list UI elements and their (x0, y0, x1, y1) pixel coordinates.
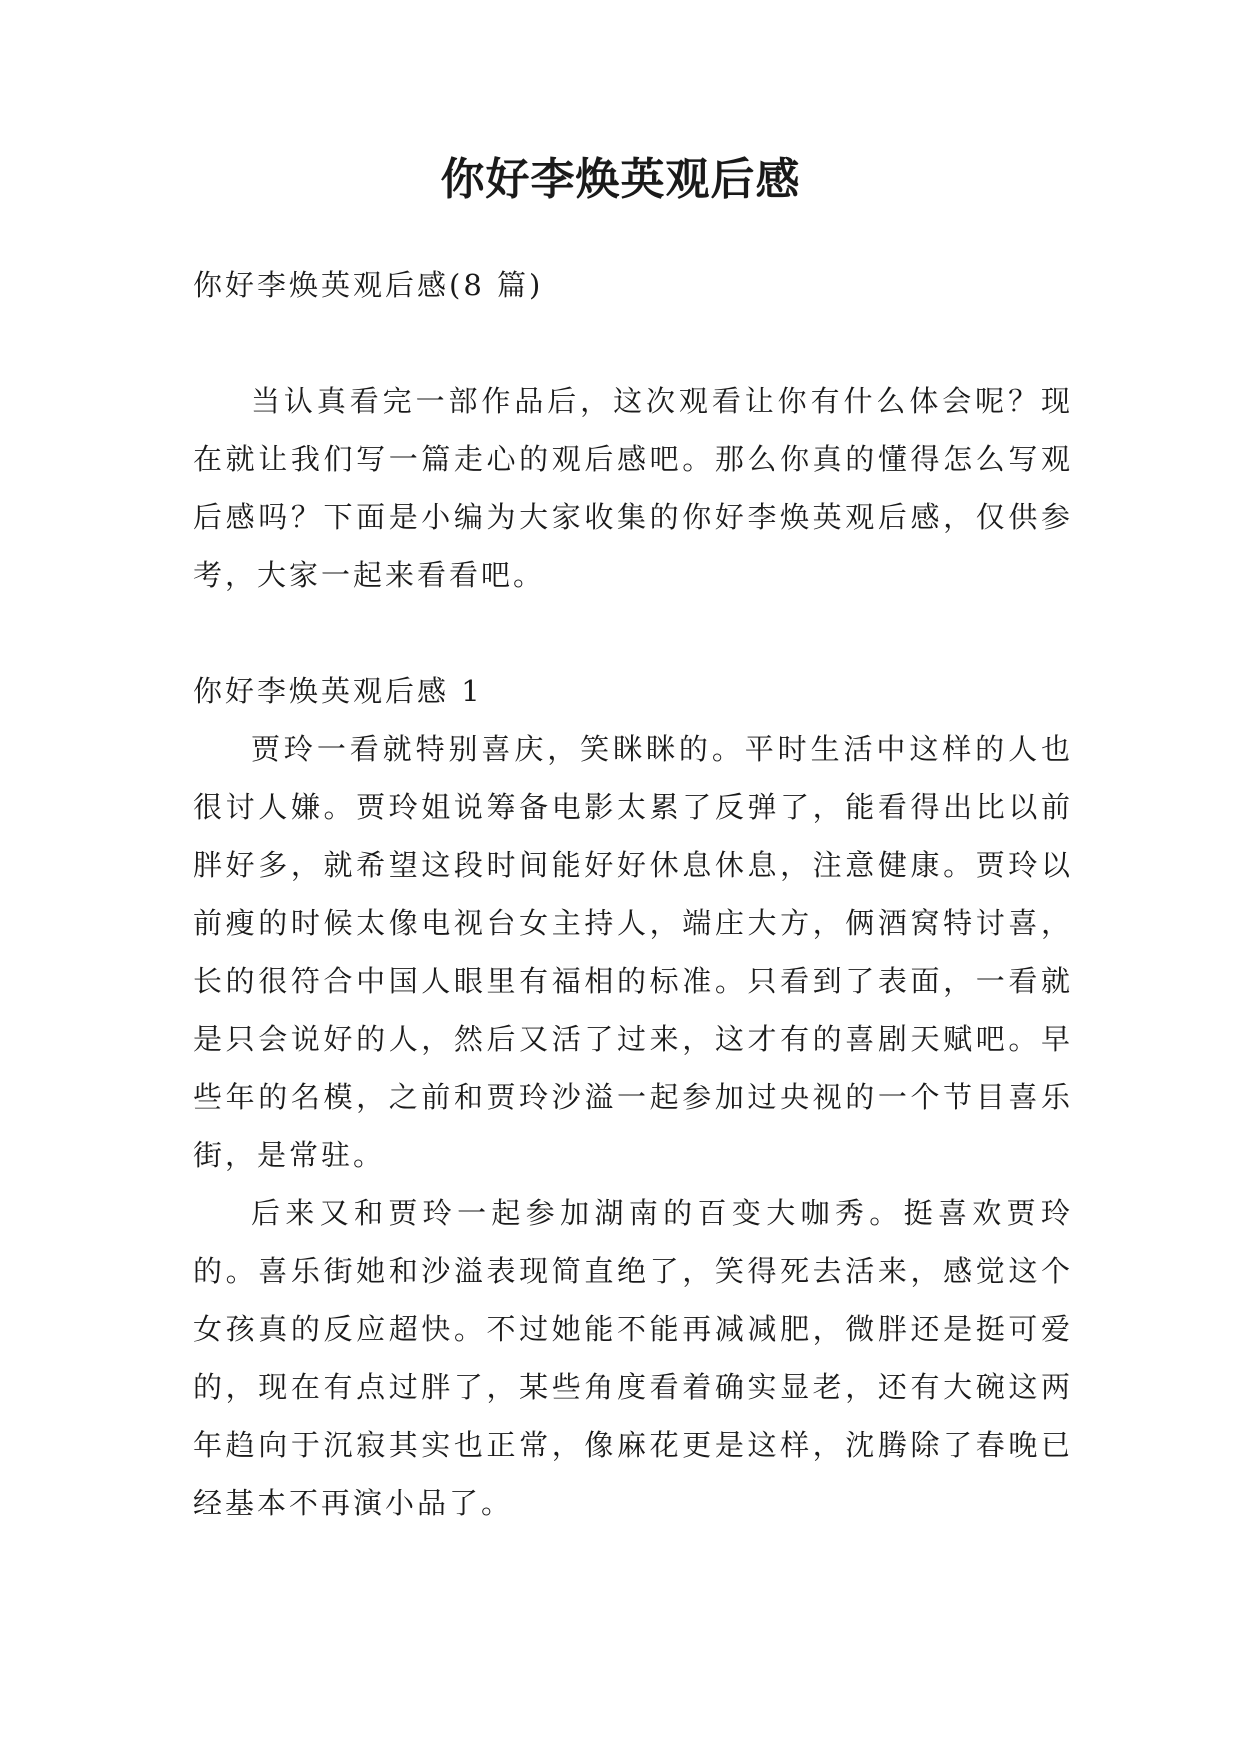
body-paragraph: 后来又和贾玲一起参加湖南的百变大咖秀。挺喜欢贾玲的。喜乐街她和沙溢表现简直绝了，笑得死去活来，感觉这个女孩真的反应超快。不过她能不能再减减肥，微胖还是挺可爱的，现在有点过胖了，某些角度看着确实显老，还有大碗这两年趋向于沉寂其实也正常，像麻花更是这样，沈腾除了春晚已经基本不再演小品了。 (193, 1196, 1073, 1520)
spacer (193, 314, 1073, 372)
section-heading: 你好李焕英观后感 1 (193, 674, 483, 708)
intro-paragraph: 当认真看完一部作品后，这次观看让你有什么体会呢？现在就让我们写一篇走心的观后感吧。那么你真的懂得怎么写观后感吗？下面是小编为大家收集的你好李焕英观后感，仅供参考，大家一起来看看吧。 (193, 384, 1073, 592)
body-paragraph: 贾玲一看就特别喜庆，笑眯眯的。平时生活中这样的人也很讨人嫌。贾玲姐说筹备电影太累了反弹了，能看得出比以前胖好多，就希望这段时间能好好休息休息，注意健康。贾玲以前瘦的时候太像电视台女主持人，端庄大方，俩酒窝特讨喜，长的很符合中国人眼里有福相的标准。只看到了表面，一看就是只会说好的人，然后又活了过来，这才有的喜剧天赋吧。早些年的名模，之前和贾玲沙溢一起参加过央视的一个节目喜乐街，是常驻。 (193, 732, 1073, 1172)
document-body (193, 256, 1073, 1532)
document-subtitle: 你好李焕英观后感(8 篇) (193, 268, 544, 302)
spacer (193, 604, 1073, 662)
document-title: 你好李焕英观后感 (440, 154, 801, 205)
